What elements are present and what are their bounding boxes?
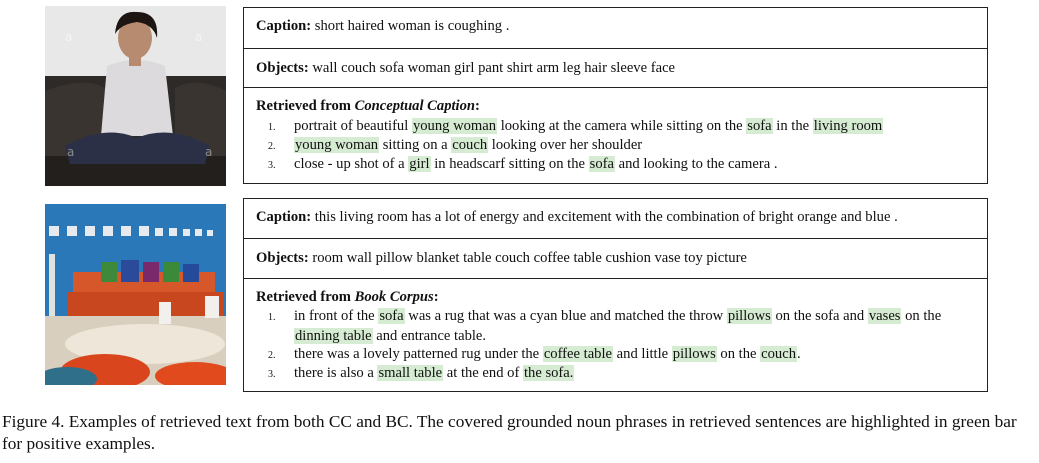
highlighted-phrase: sofa — [747, 118, 772, 134]
svg-text:a: a — [195, 30, 203, 44]
sentence-item — [268, 345, 979, 365]
example-panel-1 — [243, 7, 988, 184]
objects-text: wall couch sofa woman girl pant shirt arm leg hair sleeve face — [312, 60, 676, 76]
sentence-fragment: looking at the camera while sitting on the — [497, 118, 747, 134]
highlighted-phrase: girl — [409, 156, 430, 172]
sentence-fragment: close - up shot of a — [294, 156, 409, 172]
sentence-number: 2. — [268, 350, 276, 361]
highlighted-phrase: pillows — [727, 308, 771, 324]
retrieved-prefix: Retrieved from — [256, 98, 351, 114]
caption-text: this living room has a lot of energy and excitement with the combination of bright orange and blue . — [314, 209, 898, 225]
sentence-item — [268, 307, 979, 346]
sentence-fragment: on the — [901, 308, 942, 324]
sentence-fragment: on the sofa and — [771, 308, 868, 324]
highlighted-phrase: sofa — [589, 156, 614, 172]
retrieved-colon: : — [475, 98, 480, 114]
highlighted-phrase: couch — [761, 346, 797, 362]
sentence-number: 1. — [268, 122, 276, 133]
sentence-fragment: sitting on a — [379, 137, 452, 153]
sentence-text — [294, 156, 777, 172]
sentence-fragment: in the — [772, 118, 813, 134]
highlighted-phrase: small table — [378, 365, 443, 381]
sentence-fragment: in front of the — [294, 308, 379, 324]
highlighted-phrase: sofa — [379, 308, 404, 324]
sentence-number: 1. — [268, 312, 276, 323]
sentence-item — [268, 364, 979, 384]
svg-text:a: a — [205, 145, 213, 159]
svg-text:a: a — [67, 145, 75, 159]
sentence-number: 3. — [268, 160, 276, 171]
sentence-fragment: there was a lovely patterned rug under the — [294, 346, 543, 362]
objects-row — [244, 48, 987, 77]
highlighted-phrase: young woman — [295, 137, 379, 153]
sentence-fragment: on the — [716, 346, 761, 362]
caption-row — [244, 18, 987, 35]
sentence-text — [294, 346, 801, 362]
retrieved-heading — [244, 278, 987, 306]
sentence-item — [268, 155, 979, 175]
svg-text:a: a — [65, 30, 73, 44]
highlighted-phrase: coffee table — [543, 346, 613, 362]
sentence-text — [294, 137, 642, 153]
sentence-text — [294, 308, 941, 344]
sentence-fragment: there is also a — [294, 365, 378, 381]
retrieved-heading — [244, 87, 987, 115]
caption-label: Caption: — [256, 18, 312, 34]
caption-row — [244, 209, 987, 226]
objects-label: Objects: — [256, 60, 309, 76]
caption-label: Caption: — [256, 209, 312, 225]
retrieved-colon: : — [433, 289, 439, 305]
photo-woman-on-couch — [45, 6, 226, 186]
sentence-item — [268, 136, 979, 156]
photo-living-room — [45, 204, 226, 385]
highlighted-phrase: living room — [813, 118, 883, 134]
highlighted-phrase: vases — [868, 308, 901, 324]
sentence-text — [294, 118, 883, 134]
sentence-fragment: looking over her shoulder — [488, 137, 643, 153]
sentence-fragment: and looking to the camera . — [614, 156, 778, 172]
highlighted-phrase: pillows — [672, 346, 716, 362]
highlighted-phrase: young woman — [412, 118, 497, 134]
sentence-text — [294, 365, 574, 381]
caption-text: short haired woman is coughing . — [314, 18, 510, 34]
sentence-fragment: . — [797, 346, 801, 362]
sentence-fragment: and entrance table. — [372, 327, 487, 344]
sentence-number: 2. — [268, 141, 276, 152]
sentence-fragment: and little — [613, 346, 672, 362]
highlighted-phrase: dinning table — [295, 327, 372, 344]
sentence-fragment: portrait of beautiful — [294, 118, 412, 134]
sentence-fragment: in headscarf sitting on the — [430, 156, 589, 172]
retrieved-source: Book Corpus — [354, 289, 434, 305]
retrieved-prefix: Retrieved from — [256, 289, 351, 305]
sentence-number: 3. — [268, 369, 276, 380]
sentence-item — [268, 117, 979, 137]
sentence-fragment: was a rug that was a cyan blue and matched the throw — [404, 308, 727, 324]
objects-text: room wall pillow blanket table couch coffee table cushion vase toy picture — [312, 250, 747, 266]
retrieved-source: Conceptual Caption — [354, 98, 476, 114]
highlighted-phrase: the sofa. — [523, 365, 574, 381]
sentence-fragment: at the end of — [443, 365, 523, 381]
highlighted-phrase: couch — [452, 137, 488, 153]
example-panel-2 — [243, 198, 988, 392]
figure-caption: Figure 4. Examples of retrieved text from both CC and BC. The covered grounded noun phrases in retrieved sentences are highlighted in green bar for positive examples. — [2, 412, 1017, 453]
objects-row — [244, 238, 987, 267]
objects-label: Objects: — [256, 250, 309, 266]
